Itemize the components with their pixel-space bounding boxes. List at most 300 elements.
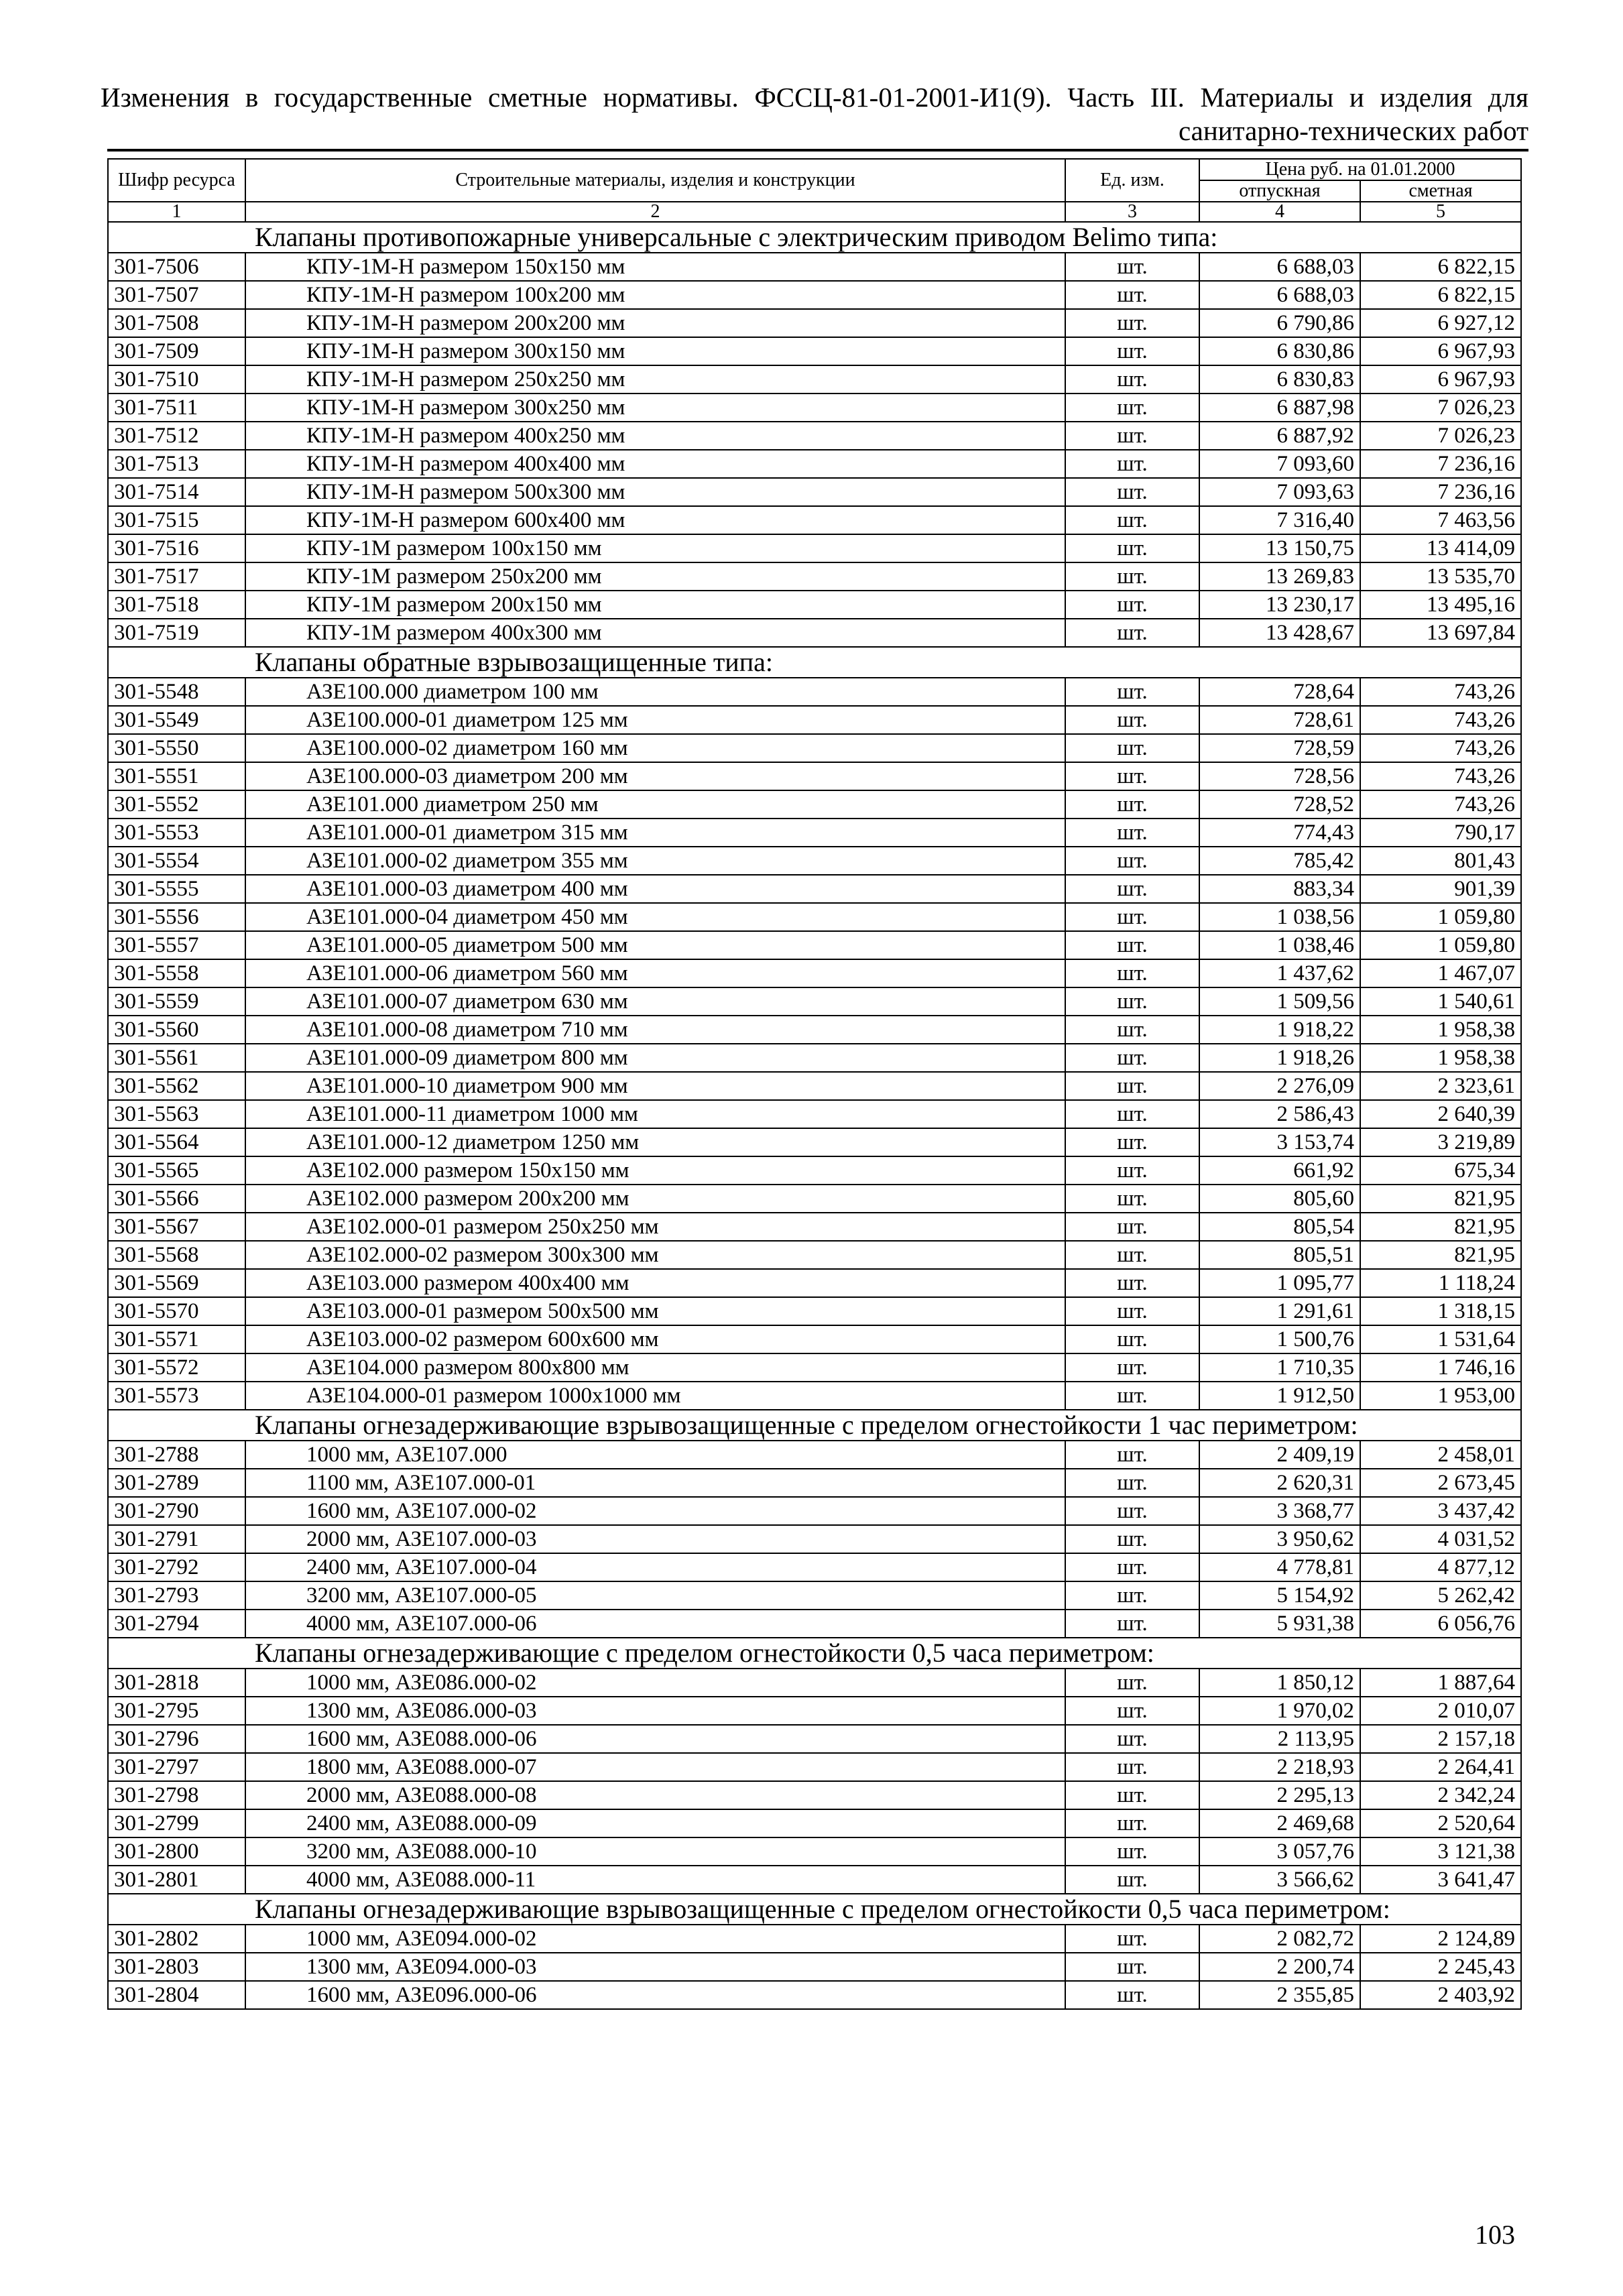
item-name: 1000 мм, АЗЕ094.000-02 bbox=[245, 1925, 1065, 1953]
price-release: 774,43 bbox=[1199, 819, 1360, 847]
price-estimate: 675,34 bbox=[1360, 1156, 1521, 1185]
price-release: 6 688,03 bbox=[1199, 253, 1360, 281]
resource-code: 301-2788 bbox=[108, 1441, 245, 1469]
item-name: 1600 мм, АЗЕ088.000-06 bbox=[245, 1725, 1065, 1753]
resource-code: 301-2796 bbox=[108, 1725, 245, 1753]
item-name: 2400 мм, АЗЕ088.000-09 bbox=[245, 1809, 1065, 1837]
unit: шт. bbox=[1065, 1325, 1199, 1353]
price-estimate: 1 467,07 bbox=[1360, 959, 1521, 987]
price-release: 1 291,61 bbox=[1199, 1297, 1360, 1325]
unit: шт. bbox=[1065, 931, 1199, 959]
item-name: КПУ-1М-Н размером 400x400 мм bbox=[245, 450, 1065, 478]
price-estimate: 1 059,80 bbox=[1360, 903, 1521, 931]
resource-code: 301-2797 bbox=[108, 1753, 245, 1781]
resource-code: 301-5563 bbox=[108, 1100, 245, 1128]
unit: шт. bbox=[1065, 1697, 1199, 1725]
resource-code: 301-5552 bbox=[108, 790, 245, 819]
table-row bbox=[108, 365, 1521, 394]
price-release: 1 912,50 bbox=[1199, 1382, 1360, 1410]
price-estimate: 4 877,12 bbox=[1360, 1553, 1521, 1581]
price-release: 3 368,77 bbox=[1199, 1497, 1360, 1525]
price-release: 728,64 bbox=[1199, 678, 1360, 706]
price-estimate: 743,26 bbox=[1360, 678, 1521, 706]
price-release: 1 850,12 bbox=[1199, 1669, 1360, 1697]
price-estimate: 821,95 bbox=[1360, 1241, 1521, 1269]
resource-code: 301-2791 bbox=[108, 1525, 245, 1553]
unit: шт. bbox=[1065, 762, 1199, 790]
table-row bbox=[108, 450, 1521, 478]
unit: шт. bbox=[1065, 1044, 1199, 1072]
unit: шт. bbox=[1065, 394, 1199, 422]
resource-code: 301-7513 bbox=[108, 450, 245, 478]
price-release: 785,42 bbox=[1199, 847, 1360, 875]
table-row bbox=[108, 281, 1521, 309]
item-name: 1300 мм, АЗЕ094.000-03 bbox=[245, 1953, 1065, 1981]
price-release: 13 269,83 bbox=[1199, 562, 1360, 591]
table-row bbox=[108, 790, 1521, 819]
resource-code: 301-5561 bbox=[108, 1044, 245, 1072]
resource-code: 301-2793 bbox=[108, 1581, 245, 1610]
price-release: 2 586,43 bbox=[1199, 1100, 1360, 1128]
resource-code: 301-5557 bbox=[108, 931, 245, 959]
resource-code: 301-5550 bbox=[108, 734, 245, 762]
item-name: 2000 мм, АЗЕ088.000-08 bbox=[245, 1781, 1065, 1809]
table-row bbox=[108, 1781, 1521, 1809]
table-body bbox=[108, 222, 1521, 2009]
table-row bbox=[108, 734, 1521, 762]
item-name: АЗЕ102.000 размером 200x200 мм bbox=[245, 1185, 1065, 1213]
unit: шт. bbox=[1065, 534, 1199, 562]
item-name: 2400 мм, АЗЕ107.000-04 bbox=[245, 1553, 1065, 1581]
table-row bbox=[108, 1469, 1521, 1497]
table-row bbox=[108, 1185, 1521, 1213]
item-name: 1300 мм, АЗЕ086.000-03 bbox=[245, 1697, 1065, 1725]
unit: шт. bbox=[1065, 253, 1199, 281]
table-row bbox=[108, 706, 1521, 734]
price-estimate: 743,26 bbox=[1360, 790, 1521, 819]
unit: шт. bbox=[1065, 1469, 1199, 1497]
page-number: 103 bbox=[1475, 2220, 1515, 2250]
item-name: 2000 мм, АЗЕ107.000-03 bbox=[245, 1525, 1065, 1553]
price-release: 3 057,76 bbox=[1199, 1837, 1360, 1866]
col-number: 3 bbox=[1065, 202, 1199, 222]
resource-code: 301-5565 bbox=[108, 1156, 245, 1185]
table-row bbox=[108, 1809, 1521, 1837]
item-name: АЗЕ101.000 диаметром 250 мм bbox=[245, 790, 1065, 819]
section-header-row bbox=[108, 1410, 1521, 1441]
resource-code: 301-5551 bbox=[108, 762, 245, 790]
item-name: АЗЕ102.000 размером 150x150 мм bbox=[245, 1156, 1065, 1185]
table-row bbox=[108, 1353, 1521, 1382]
price-release: 1 038,56 bbox=[1199, 903, 1360, 931]
unit: шт. bbox=[1065, 422, 1199, 450]
resource-code: 301-2792 bbox=[108, 1553, 245, 1581]
price-release: 5 154,92 bbox=[1199, 1581, 1360, 1610]
resource-code: 301-7514 bbox=[108, 478, 245, 506]
unit: шт. bbox=[1065, 1669, 1199, 1697]
resource-code: 301-5556 bbox=[108, 903, 245, 931]
resource-code: 301-7509 bbox=[108, 337, 245, 365]
price-estimate: 1 318,15 bbox=[1360, 1297, 1521, 1325]
item-name: АЗЕ101.000-03 диаметром 400 мм bbox=[245, 875, 1065, 903]
price-release: 1 918,26 bbox=[1199, 1044, 1360, 1072]
item-name: АЗЕ101.000-07 диаметром 630 мм bbox=[245, 987, 1065, 1016]
price-estimate: 1 118,24 bbox=[1360, 1269, 1521, 1297]
table-row bbox=[108, 1072, 1521, 1100]
table-row bbox=[108, 1325, 1521, 1353]
col-number: 1 bbox=[108, 202, 245, 222]
price-estimate: 6 056,76 bbox=[1360, 1610, 1521, 1638]
table-row bbox=[108, 1441, 1521, 1469]
unit: шт. bbox=[1065, 1353, 1199, 1382]
price-estimate: 3 121,38 bbox=[1360, 1837, 1521, 1866]
table-row bbox=[108, 1241, 1521, 1269]
col-header-code: Шифр ресурса bbox=[108, 159, 245, 202]
price-release: 7 093,60 bbox=[1199, 450, 1360, 478]
price-estimate: 6 927,12 bbox=[1360, 309, 1521, 337]
price-release: 728,56 bbox=[1199, 762, 1360, 790]
table-row bbox=[108, 1697, 1521, 1725]
table-row bbox=[108, 1525, 1521, 1553]
page-header bbox=[101, 80, 1528, 147]
unit: шт. bbox=[1065, 706, 1199, 734]
unit: шт. bbox=[1065, 450, 1199, 478]
table-row bbox=[108, 1128, 1521, 1156]
unit: шт. bbox=[1065, 1497, 1199, 1525]
unit: шт. bbox=[1065, 790, 1199, 819]
price-estimate: 6 822,15 bbox=[1360, 281, 1521, 309]
unit: шт. bbox=[1065, 1156, 1199, 1185]
resource-code: 301-5566 bbox=[108, 1185, 245, 1213]
resource-code: 301-5568 bbox=[108, 1241, 245, 1269]
table-row bbox=[108, 1725, 1521, 1753]
price-estimate: 7 026,23 bbox=[1360, 394, 1521, 422]
item-name: 1000 мм, АЗЕ086.000-02 bbox=[245, 1669, 1065, 1697]
price-release: 3 153,74 bbox=[1199, 1128, 1360, 1156]
price-release: 3 566,62 bbox=[1199, 1866, 1360, 1894]
table-row bbox=[108, 1269, 1521, 1297]
item-name: 3200 мм, АЗЕ088.000-10 bbox=[245, 1837, 1065, 1866]
unit: шт. bbox=[1065, 903, 1199, 931]
unit: шт. bbox=[1065, 875, 1199, 903]
price-release: 1 710,35 bbox=[1199, 1353, 1360, 1382]
resource-code: 301-2799 bbox=[108, 1809, 245, 1837]
table-row bbox=[108, 1581, 1521, 1610]
table-row bbox=[108, 1553, 1521, 1581]
item-name: КПУ-1М размером 200x150 мм bbox=[245, 591, 1065, 619]
resource-code: 301-5572 bbox=[108, 1353, 245, 1382]
resource-code: 301-5560 bbox=[108, 1016, 245, 1044]
price-release: 2 295,13 bbox=[1199, 1781, 1360, 1809]
unit: шт. bbox=[1065, 1185, 1199, 1213]
price-release: 1 918,22 bbox=[1199, 1016, 1360, 1044]
table-row bbox=[108, 1925, 1521, 1953]
table-row bbox=[108, 534, 1521, 562]
resource-code: 301-5553 bbox=[108, 819, 245, 847]
price-estimate: 7 026,23 bbox=[1360, 422, 1521, 450]
unit: шт. bbox=[1065, 506, 1199, 534]
price-release: 1 509,56 bbox=[1199, 987, 1360, 1016]
unit: шт. bbox=[1065, 1925, 1199, 1953]
table-row bbox=[108, 478, 1521, 506]
unit: шт. bbox=[1065, 734, 1199, 762]
section-title: Клапаны обратные взрывозащищенные типа: bbox=[108, 647, 1521, 678]
price-release: 2 113,95 bbox=[1199, 1725, 1360, 1753]
table-row bbox=[108, 903, 1521, 931]
item-name: КПУ-1М-Н размером 300x150 мм bbox=[245, 337, 1065, 365]
table-row bbox=[108, 1044, 1521, 1072]
price-estimate: 821,95 bbox=[1360, 1213, 1521, 1241]
section-title: Клапаны огнезадерживающие взрывозащищенные с пределом огнестойкости 0,5 часа периметром: bbox=[108, 1894, 1521, 1925]
resource-code: 301-7516 bbox=[108, 534, 245, 562]
resource-code: 301-5549 bbox=[108, 706, 245, 734]
unit: шт. bbox=[1065, 619, 1199, 647]
resource-code: 301-5555 bbox=[108, 875, 245, 903]
price-release: 2 355,85 bbox=[1199, 1981, 1360, 2009]
price-estimate: 2 342,24 bbox=[1360, 1781, 1521, 1809]
unit: шт. bbox=[1065, 309, 1199, 337]
table-row bbox=[108, 422, 1521, 450]
table-row bbox=[108, 959, 1521, 987]
unit: шт. bbox=[1065, 1981, 1199, 2009]
item-name: АЗЕ100.000-02 диаметром 160 мм bbox=[245, 734, 1065, 762]
price-release: 7 316,40 bbox=[1199, 506, 1360, 534]
unit: шт. bbox=[1065, 1241, 1199, 1269]
price-release: 2 082,72 bbox=[1199, 1925, 1360, 1953]
item-name: АЗЕ103.000 размером 400x400 мм bbox=[245, 1269, 1065, 1297]
price-estimate: 2 673,45 bbox=[1360, 1469, 1521, 1497]
price-estimate: 901,39 bbox=[1360, 875, 1521, 903]
item-name: АЗЕ100.000-01 диаметром 125 мм bbox=[245, 706, 1065, 734]
table-row bbox=[108, 1953, 1521, 1981]
item-name: АЗЕ100.000-03 диаметром 200 мм bbox=[245, 762, 1065, 790]
resource-code: 301-7511 bbox=[108, 394, 245, 422]
item-name: АЗЕ100.000 диаметром 100 мм bbox=[245, 678, 1065, 706]
resource-code: 301-5570 bbox=[108, 1297, 245, 1325]
item-name: КПУ-1М-Н размером 300x250 мм bbox=[245, 394, 1065, 422]
price-estimate: 1 746,16 bbox=[1360, 1353, 1521, 1382]
unit: шт. bbox=[1065, 1581, 1199, 1610]
price-table bbox=[107, 158, 1522, 2010]
col-header-price-release: отпускная bbox=[1199, 180, 1360, 202]
table-row bbox=[108, 1753, 1521, 1781]
resource-code: 301-5567 bbox=[108, 1213, 245, 1241]
price-estimate: 1 958,38 bbox=[1360, 1044, 1521, 1072]
item-name: АЗЕ101.000-06 диаметром 560 мм bbox=[245, 959, 1065, 987]
table-row bbox=[108, 819, 1521, 847]
unit: шт. bbox=[1065, 562, 1199, 591]
item-name: КПУ-1М-Н размером 600x400 мм bbox=[245, 506, 1065, 534]
item-name: 1600 мм, АЗЕ107.000-02 bbox=[245, 1497, 1065, 1525]
section-title: Клапаны противопожарные универсальные с электрическим приводом Belimo типа: bbox=[108, 222, 1521, 253]
table-row bbox=[108, 678, 1521, 706]
price-estimate: 6 822,15 bbox=[1360, 253, 1521, 281]
table-row bbox=[108, 1156, 1521, 1185]
price-release: 1 970,02 bbox=[1199, 1697, 1360, 1725]
price-estimate: 1 059,80 bbox=[1360, 931, 1521, 959]
table-row bbox=[108, 987, 1521, 1016]
unit: шт. bbox=[1065, 678, 1199, 706]
section-header-row bbox=[108, 222, 1521, 253]
price-estimate: 1 953,00 bbox=[1360, 1382, 1521, 1410]
unit: шт. bbox=[1065, 365, 1199, 394]
table-row bbox=[108, 591, 1521, 619]
table-row bbox=[108, 394, 1521, 422]
col-header-name: Строительные материалы, изделия и конструкции bbox=[245, 159, 1065, 202]
price-estimate: 2 403,92 bbox=[1360, 1981, 1521, 2009]
price-estimate: 1 958,38 bbox=[1360, 1016, 1521, 1044]
unit: шт. bbox=[1065, 1837, 1199, 1866]
price-release: 6 830,86 bbox=[1199, 337, 1360, 365]
price-release: 2 218,93 bbox=[1199, 1753, 1360, 1781]
price-estimate: 3 641,47 bbox=[1360, 1866, 1521, 1894]
resource-code: 301-2801 bbox=[108, 1866, 245, 1894]
table-row bbox=[108, 506, 1521, 534]
price-estimate: 4 031,52 bbox=[1360, 1525, 1521, 1553]
unit: шт. bbox=[1065, 1382, 1199, 1410]
resource-code: 301-2798 bbox=[108, 1781, 245, 1809]
section-header-row bbox=[108, 1638, 1521, 1669]
item-name: АЗЕ101.000-12 диаметром 1250 мм bbox=[245, 1128, 1065, 1156]
item-name: 1000 мм, АЗЕ107.000 bbox=[245, 1441, 1065, 1469]
price-release: 2 620,31 bbox=[1199, 1469, 1360, 1497]
header-line-2: санитарно-технических работ bbox=[1178, 115, 1528, 146]
price-estimate: 790,17 bbox=[1360, 819, 1521, 847]
price-release: 805,51 bbox=[1199, 1241, 1360, 1269]
item-name: КПУ-1М размером 400x300 мм bbox=[245, 619, 1065, 647]
col-header-price-estimate: сметная bbox=[1360, 180, 1521, 202]
price-estimate: 801,43 bbox=[1360, 847, 1521, 875]
resource-code: 301-7506 bbox=[108, 253, 245, 281]
price-estimate: 2 323,61 bbox=[1360, 1072, 1521, 1100]
table-row bbox=[108, 1297, 1521, 1325]
col-number: 4 bbox=[1199, 202, 1360, 222]
price-estimate: 2 640,39 bbox=[1360, 1100, 1521, 1128]
table-row bbox=[108, 847, 1521, 875]
table-row bbox=[108, 337, 1521, 365]
unit: шт. bbox=[1065, 1753, 1199, 1781]
resource-code: 301-7508 bbox=[108, 309, 245, 337]
price-release: 5 931,38 bbox=[1199, 1610, 1360, 1638]
table-row bbox=[108, 253, 1521, 281]
item-name: КПУ-1М-Н размером 500x300 мм bbox=[245, 478, 1065, 506]
price-release: 2 200,74 bbox=[1199, 1953, 1360, 1981]
item-name: КПУ-1М-Н размером 400x250 мм bbox=[245, 422, 1065, 450]
price-estimate: 7 236,16 bbox=[1360, 450, 1521, 478]
price-estimate: 13 414,09 bbox=[1360, 534, 1521, 562]
price-estimate: 2 124,89 bbox=[1360, 1925, 1521, 1953]
unit: шт. bbox=[1065, 591, 1199, 619]
unit: шт. bbox=[1065, 1441, 1199, 1469]
item-name: КПУ-1М-Н размером 200x200 мм bbox=[245, 309, 1065, 337]
resource-code: 301-5554 bbox=[108, 847, 245, 875]
price-estimate: 1 887,64 bbox=[1360, 1669, 1521, 1697]
price-release: 728,52 bbox=[1199, 790, 1360, 819]
price-release: 1 437,62 bbox=[1199, 959, 1360, 987]
price-release: 728,61 bbox=[1199, 706, 1360, 734]
price-estimate: 1 540,61 bbox=[1360, 987, 1521, 1016]
price-release: 13 428,67 bbox=[1199, 619, 1360, 647]
resource-code: 301-5548 bbox=[108, 678, 245, 706]
item-name: 1100 мм, АЗЕ107.000-01 bbox=[245, 1469, 1065, 1497]
price-estimate: 2 520,64 bbox=[1360, 1809, 1521, 1837]
item-name: КПУ-1М-Н размером 250x250 мм bbox=[245, 365, 1065, 394]
unit: шт. bbox=[1065, 1553, 1199, 1581]
table-row bbox=[108, 1382, 1521, 1410]
price-release: 1 500,76 bbox=[1199, 1325, 1360, 1353]
resource-code: 301-5573 bbox=[108, 1382, 245, 1410]
unit: шт. bbox=[1065, 1953, 1199, 1981]
item-name: КПУ-1М-Н размером 100x200 мм bbox=[245, 281, 1065, 309]
item-name: 3200 мм, АЗЕ107.000-05 bbox=[245, 1581, 1065, 1610]
price-estimate: 6 967,93 bbox=[1360, 365, 1521, 394]
price-estimate: 13 495,16 bbox=[1360, 591, 1521, 619]
unit: шт. bbox=[1065, 1100, 1199, 1128]
unit: шт. bbox=[1065, 1866, 1199, 1894]
unit: шт. bbox=[1065, 1269, 1199, 1297]
price-estimate: 2 245,43 bbox=[1360, 1953, 1521, 1981]
table-row bbox=[108, 931, 1521, 959]
resource-code: 301-2804 bbox=[108, 1981, 245, 2009]
table-row bbox=[108, 1981, 1521, 2009]
resource-code: 301-2794 bbox=[108, 1610, 245, 1638]
price-release: 661,92 bbox=[1199, 1156, 1360, 1185]
price-release: 1 095,77 bbox=[1199, 1269, 1360, 1297]
item-name: 1600 мм, АЗЕ096.000-06 bbox=[245, 1981, 1065, 2009]
unit: шт. bbox=[1065, 1213, 1199, 1241]
section-header-row bbox=[108, 647, 1521, 678]
resource-code: 301-7517 bbox=[108, 562, 245, 591]
header-line-1: Изменения в государственные сметные нормативы. ФССЦ-81-01-2001-И1(9). Часть III. Материалы и изделия для bbox=[101, 82, 1528, 113]
price-estimate: 7 236,16 bbox=[1360, 478, 1521, 506]
section-title: Клапаны огнезадерживающие взрывозащищенные с пределом огнестойкости 1 час периметром: bbox=[108, 1410, 1521, 1441]
unit: шт. bbox=[1065, 959, 1199, 987]
unit: шт. bbox=[1065, 1525, 1199, 1553]
price-estimate: 2 458,01 bbox=[1360, 1441, 1521, 1469]
resource-code: 301-5559 bbox=[108, 987, 245, 1016]
resource-code: 301-2789 bbox=[108, 1469, 245, 1497]
resource-code: 301-2803 bbox=[108, 1953, 245, 1981]
price-release: 4 778,81 bbox=[1199, 1553, 1360, 1581]
price-release: 13 230,17 bbox=[1199, 591, 1360, 619]
table-row bbox=[108, 1100, 1521, 1128]
col-number: 5 bbox=[1360, 202, 1521, 222]
price-estimate: 1 531,64 bbox=[1360, 1325, 1521, 1353]
table-row bbox=[108, 762, 1521, 790]
unit: шт. bbox=[1065, 819, 1199, 847]
unit: шт. bbox=[1065, 1072, 1199, 1100]
item-name: АЗЕ101.000-08 диаметром 710 мм bbox=[245, 1016, 1065, 1044]
unit: шт. bbox=[1065, 478, 1199, 506]
price-estimate: 13 697,84 bbox=[1360, 619, 1521, 647]
unit: шт. bbox=[1065, 1016, 1199, 1044]
item-name: АЗЕ101.000-09 диаметром 800 мм bbox=[245, 1044, 1065, 1072]
item-name: АЗЕ103.000-01 размером 500x500 мм bbox=[245, 1297, 1065, 1325]
table-row bbox=[108, 1016, 1521, 1044]
item-name: КПУ-1М-Н размером 150x150 мм bbox=[245, 253, 1065, 281]
item-name: АЗЕ104.000-01 размером 1000x1000 мм bbox=[245, 1382, 1065, 1410]
resource-code: 301-2800 bbox=[108, 1837, 245, 1866]
price-release: 805,60 bbox=[1199, 1185, 1360, 1213]
item-name: АЗЕ101.000-10 диаметром 900 мм bbox=[245, 1072, 1065, 1100]
price-release: 1 038,46 bbox=[1199, 931, 1360, 959]
price-release: 6 790,86 bbox=[1199, 309, 1360, 337]
price-estimate: 2 010,07 bbox=[1360, 1697, 1521, 1725]
price-estimate: 743,26 bbox=[1360, 706, 1521, 734]
price-estimate: 13 535,70 bbox=[1360, 562, 1521, 591]
resource-code: 301-5564 bbox=[108, 1128, 245, 1156]
table-row bbox=[108, 1669, 1521, 1697]
